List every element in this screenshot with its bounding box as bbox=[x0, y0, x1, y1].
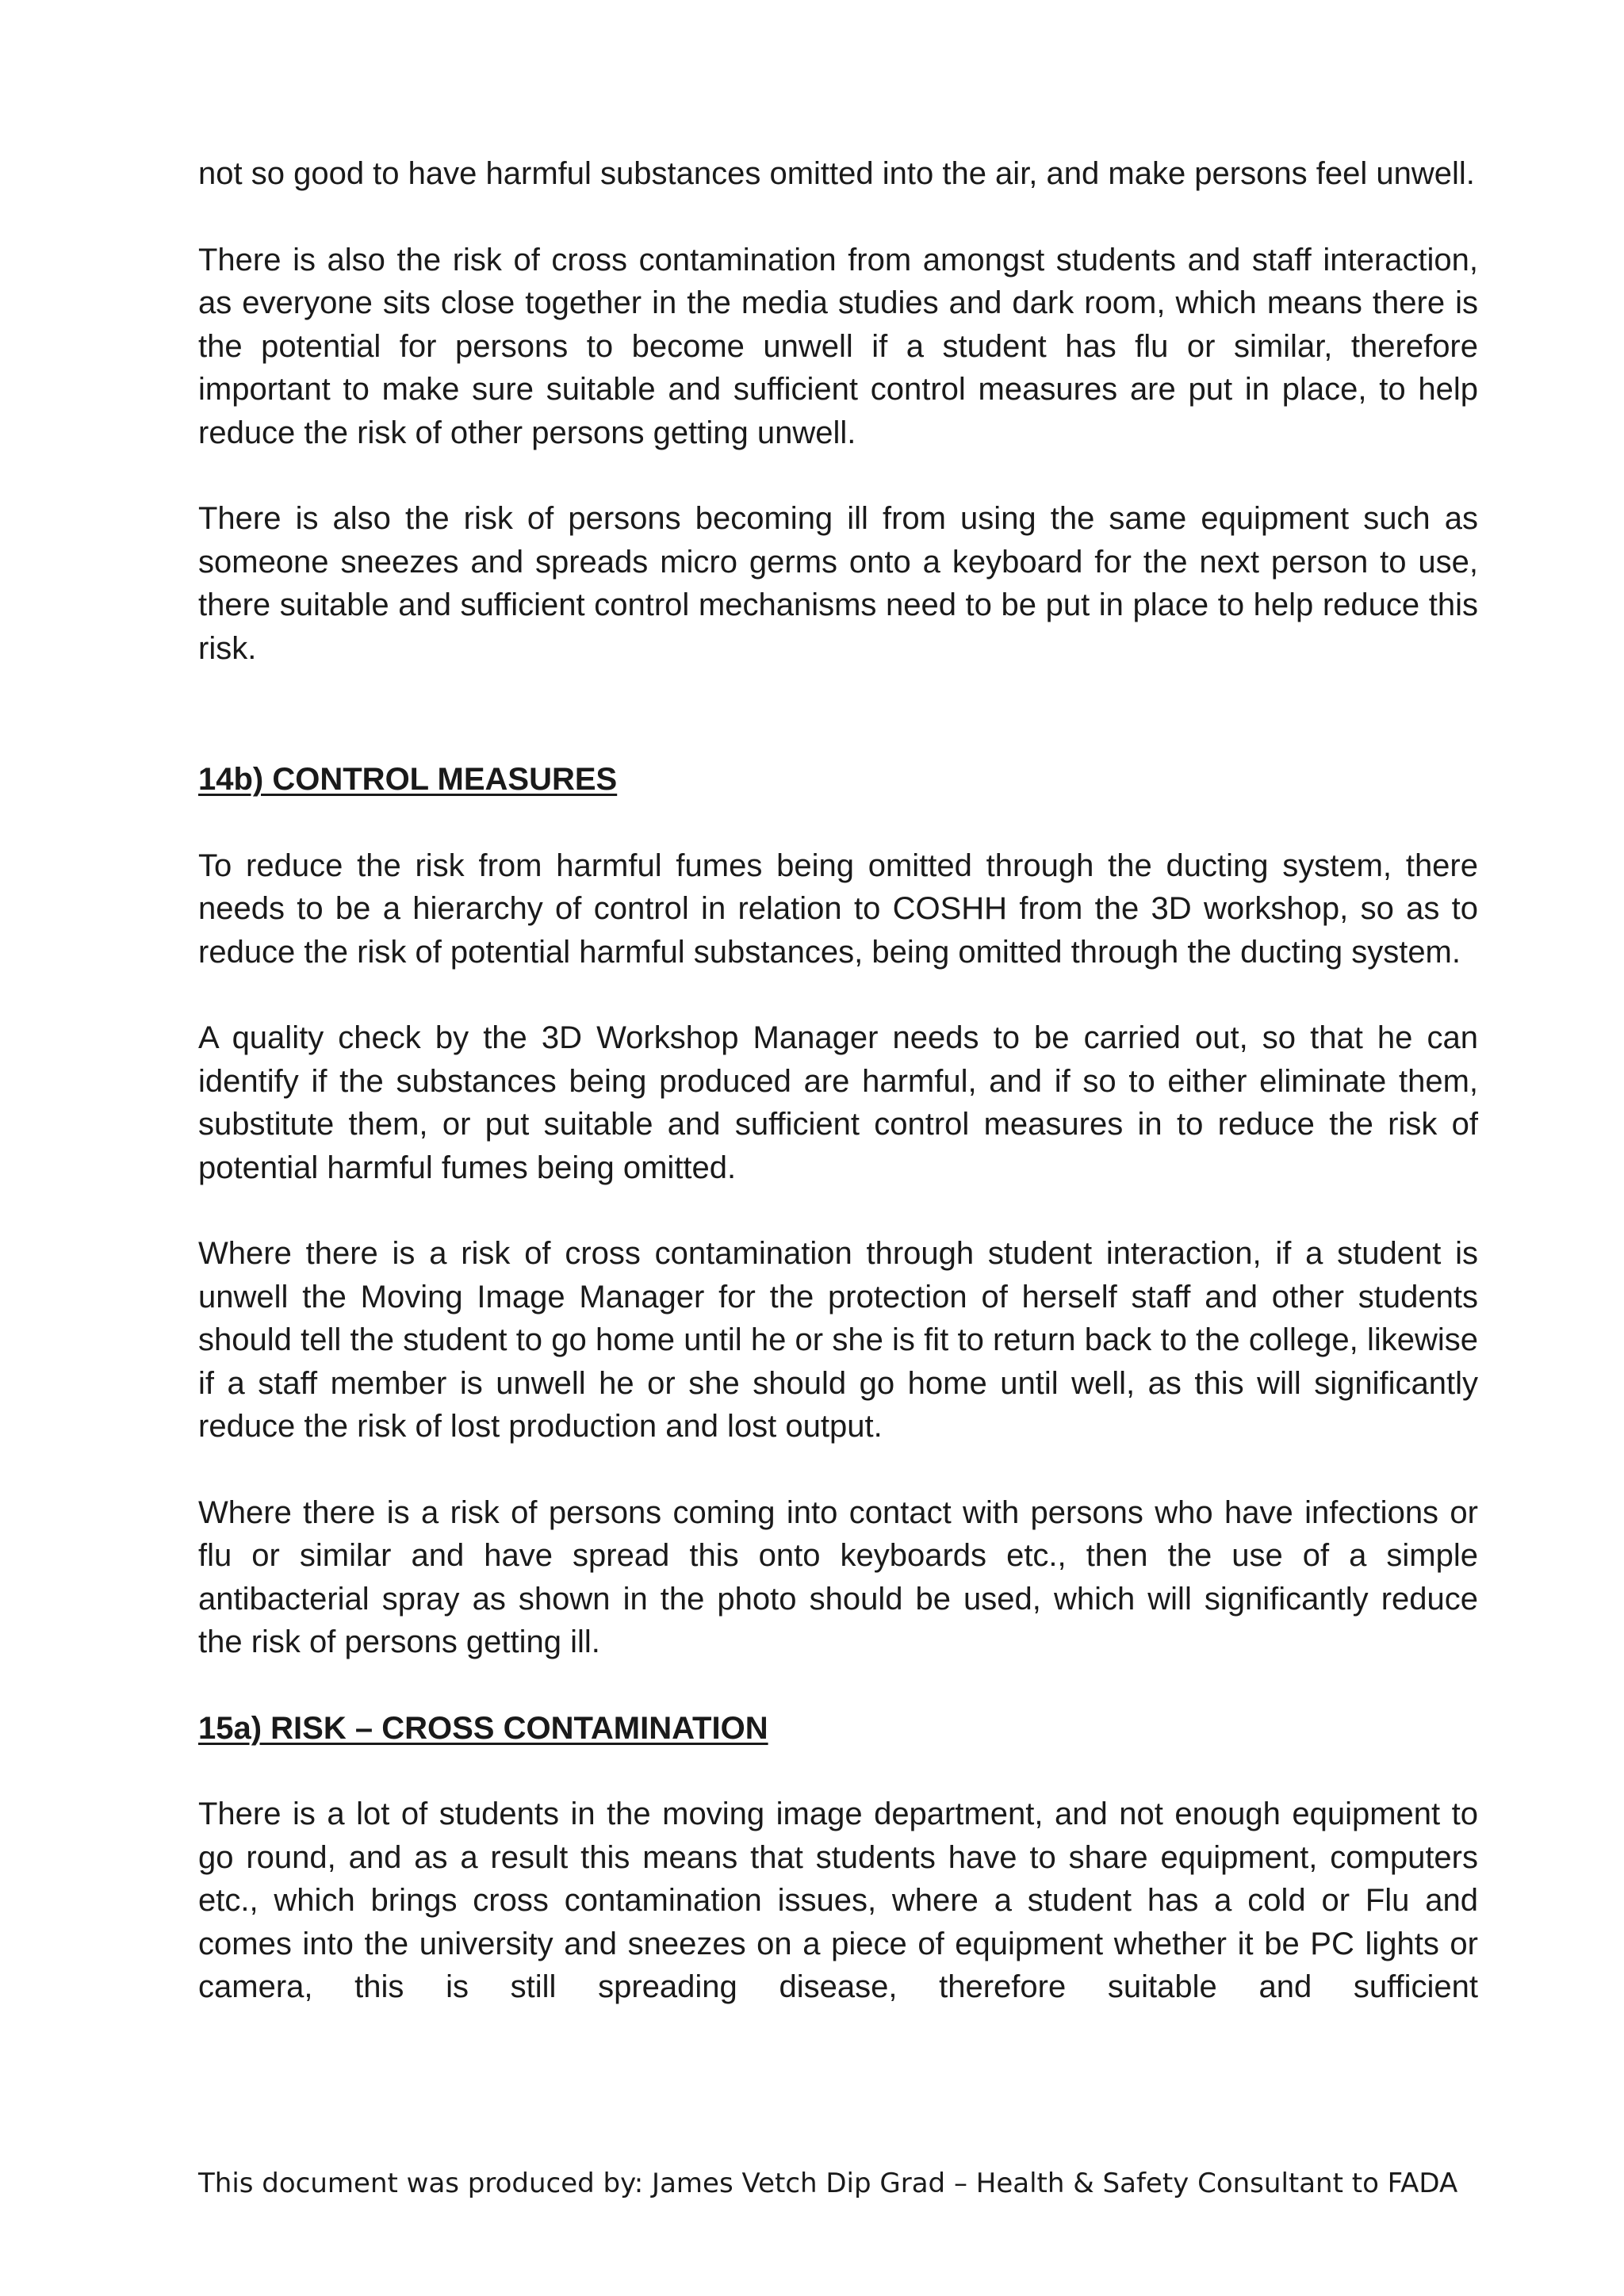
section-heading-cross-contamination: 15a) RISK – CROSS CONTAMINATION bbox=[198, 1710, 768, 1746]
paragraph-unwell-students: Where there is a risk of cross contamination through student interaction, if a student is unwell the Moving Image Manager for the protection of herself staff and other students should tell the student to go home until he or she is fit to return back to the college, likewise if a staff member is unwell he or she should go home until well, as this will significantly reduce the risk of lost production and lost output. bbox=[198, 1236, 1478, 1444]
paragraph-cross-contamination-interaction: There is also the risk of cross contamination from amongst students and staff interaction, as everyone sits close together in the media studies and dark room, which means there is the potential for persons to become unwell if a student has flu or similar, therefore important to make sure suitable and sufficient control measures are put in place, to help reduce the risk of other persons getting unwell. bbox=[198, 242, 1478, 450]
page-footer: This document was produced by: James Vetch Dip Grad – Health & Safety Consultant to FADA bbox=[198, 2168, 1458, 2199]
section-heading-control-measures: 14b) CONTROL MEASURES bbox=[198, 762, 618, 797]
paragraph-fumes-unwell: not so good to have harmful substances omitted into the air, and make persons feel unwell. bbox=[198, 156, 1475, 191]
paragraph-antibacterial-spray: Where there is a risk of persons coming into contact with persons who have infections or flu or similar and have spread this onto keyboards etc., then the use of a simple antibacterial spray as shown in the photo should be used, which will significantly reduce the risk of persons getting ill. bbox=[198, 1494, 1478, 1659]
paragraph-ducting-control: To reduce the risk from harmful fumes being omitted through the ducting system, there needs to be a hierarchy of control in relation to COSHH from the 3D workshop, so as to reduce the risk of potential harmful substances, being omitted through the ducting system. bbox=[198, 848, 1478, 970]
paragraph-quality-check: A quality check by the 3D Workshop Manager needs to be carried out, so that he can identify if the substances being produced are harmful, and if so to either eliminate them, substitute them, or put suitable and sufficient control measures in to reduce the risk of potential harmful fumes being omitted. bbox=[198, 1020, 1478, 1185]
paragraph-moving-image-department: There is a lot of students in the moving image department, and not enough equipment to go round, and as a result this means that students have to share equipment, computers etc., which brings cross contamination issues, where a student has a cold or Flu and comes into the university and sneezes on a piece of equipment whether it be PC lights or camera, this is still spreading disease, therefore suitable and sufficient bbox=[198, 1797, 1478, 2004]
paragraph-shared-equipment-risk: There is also the risk of persons becoming ill from using the same equipment such as someone sneezes and spreads micro germs onto a keyboard for the next person to use, there suitable and sufficient control mechanisms need to be put in place to help reduce this risk. bbox=[198, 501, 1478, 666]
document-page bbox=[198, 152, 1478, 2009]
